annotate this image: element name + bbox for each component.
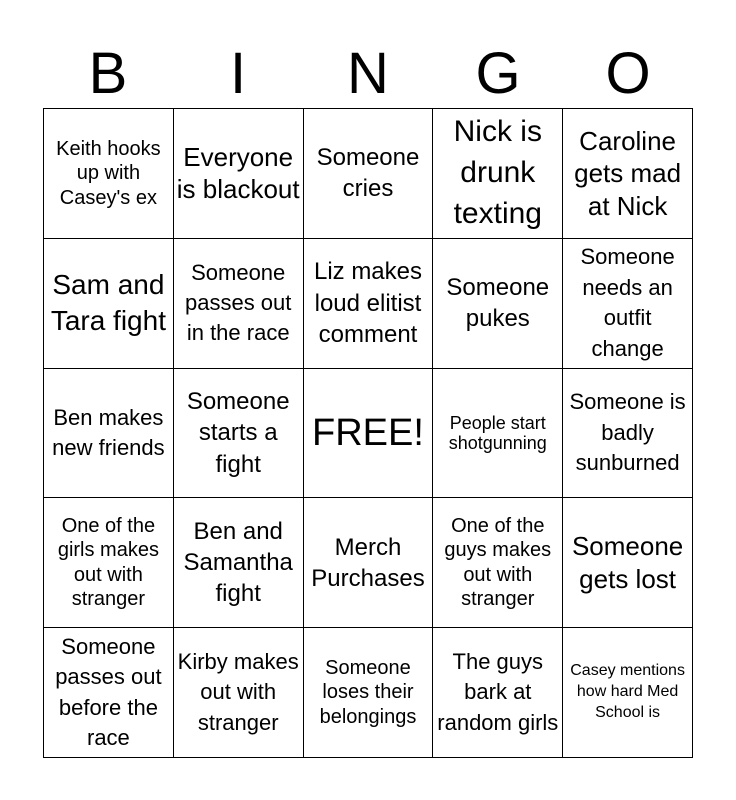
bingo-grid	[43, 108, 693, 758]
bingo-cell[interactable]: Someone gets lost	[563, 498, 693, 628]
bingo-cell[interactable]: Casey mentions how hard Med School is	[563, 628, 693, 758]
bingo-header	[43, 40, 693, 108]
bingo-cell[interactable]: Someone cries	[304, 109, 434, 239]
bingo-cell[interactable]: One of the guys makes out with stranger	[433, 498, 563, 628]
bingo-cell[interactable]: Liz makes loud elitist comment	[304, 239, 434, 369]
header-letter-b: B	[88, 41, 128, 106]
bingo-cell[interactable]: Someone passes out in the race	[174, 239, 304, 369]
bingo-cell[interactable]: Someone loses their belongings	[304, 628, 434, 758]
bingo-cell[interactable]: Someone passes out before the race	[44, 628, 174, 758]
bingo-cell[interactable]: Merch Purchases	[304, 498, 434, 628]
bingo-cell[interactable]: Someone is badly sunburned	[563, 369, 693, 499]
header-letter-n: N	[347, 41, 389, 106]
header-letter-o: O	[605, 41, 651, 106]
header-letter-g: G	[475, 41, 521, 106]
bingo-cell[interactable]: Kirby makes out with stranger	[174, 628, 304, 758]
bingo-cell[interactable]: Ben and Samantha fight	[174, 498, 304, 628]
bingo-cell[interactable]: People start shotgunning	[433, 369, 563, 499]
free-space[interactable]: FREE!	[304, 369, 434, 499]
header-letter-i: I	[229, 41, 247, 106]
bingo-cell[interactable]: Everyone is blackout	[174, 109, 304, 239]
bingo-cell[interactable]: Caroline gets mad at Nick	[563, 109, 693, 239]
bingo-cell[interactable]: Someone needs an outfit change	[563, 239, 693, 369]
bingo-cell[interactable]: Ben makes new friends	[44, 369, 174, 499]
bingo-cell[interactable]: The guys bark at random girls	[433, 628, 563, 758]
bingo-cell[interactable]: Someone starts a fight	[174, 369, 304, 499]
bingo-cell[interactable]: Keith hooks up with Casey's ex	[44, 109, 174, 239]
bingo-cell[interactable]: Nick is drunk texting	[433, 109, 563, 239]
bingo-cell[interactable]: Sam and Tara fight	[44, 239, 174, 369]
bingo-cell[interactable]: Someone pukes	[433, 239, 563, 369]
bingo-cell[interactable]: One of the girls makes out with stranger	[44, 498, 174, 628]
